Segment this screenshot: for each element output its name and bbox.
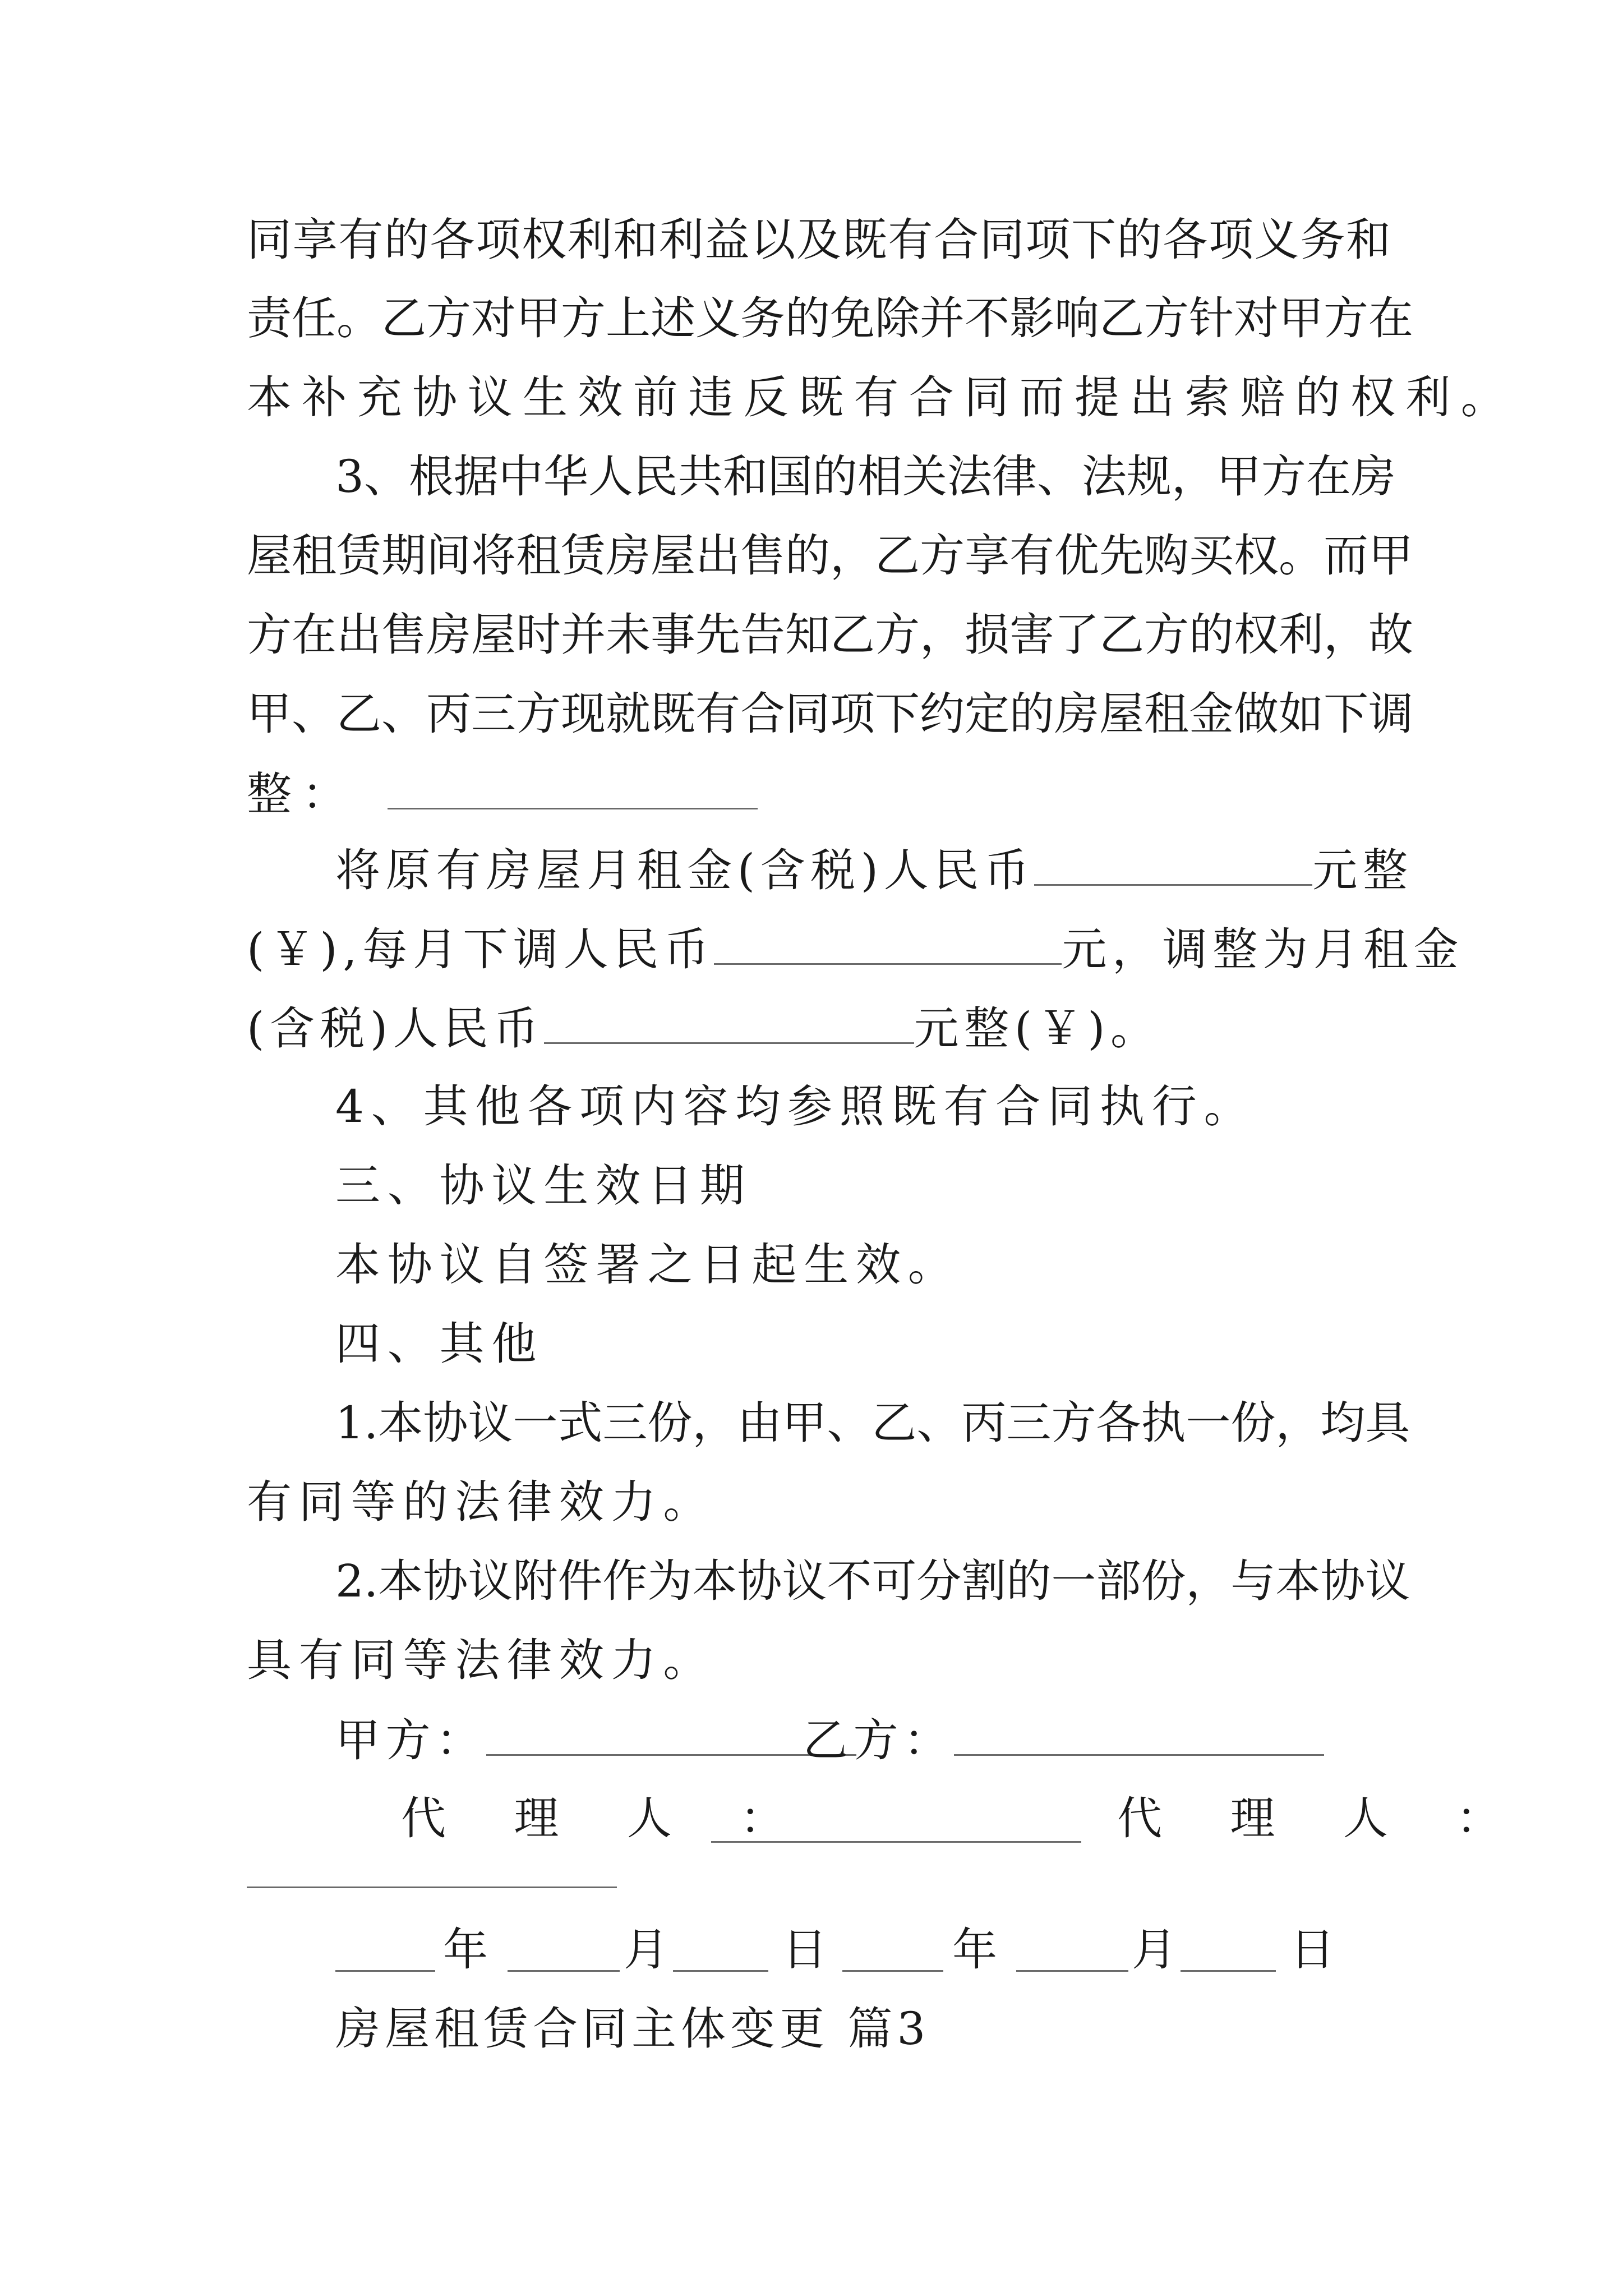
party-b-blank[interactable] [954, 1711, 1324, 1756]
paragraph-line: 方在出售房屋时并未事先告知乙方，损害了乙方的权利，故 [247, 609, 1413, 661]
party-a-blank[interactable] [486, 1711, 856, 1756]
party-b-signature [803, 1711, 1324, 1769]
original-rent-blank[interactable] [1034, 841, 1312, 886]
fill-in-blank[interactable] [388, 765, 758, 809]
paragraph-line: 2.本协议附件作为本协议不可分割的一部份，与本协议 [335, 1555, 1410, 1607]
agent-a-blank[interactable] [711, 1841, 1081, 1843]
rent-line [247, 1000, 1391, 1056]
date-month-blank[interactable] [1016, 1970, 1128, 1972]
party-a-label: 甲方： [335, 1714, 486, 1766]
paragraph-line: 具有同等法律效力。 [247, 1634, 716, 1686]
clause-3-line: 3、根据中华人民共和国的相关法律、法规，甲方在房 [335, 450, 1396, 503]
year-label: 年 [443, 1924, 488, 1976]
date-month-blank[interactable] [508, 1970, 620, 1972]
paragraph-line: 同享有的各项权利和利益以及既有合同项下的各项义务和 [247, 214, 1391, 266]
agent-b-label: 代 理 人 ： [1117, 1792, 1528, 1844]
year-label: 年 [952, 1924, 997, 1976]
party-a-signature [335, 1711, 856, 1769]
reduction-blank[interactable] [714, 921, 1062, 965]
paragraph-line: 1.本协议一式三份，由甲、乙、丙三方各执一份，均具 [335, 1397, 1410, 1449]
month-label: 月 [624, 1924, 668, 1976]
day-label: 日 [1290, 1924, 1335, 1976]
section-heading: 三、协议生效日期 [335, 1159, 752, 1212]
date-year-blank[interactable] [842, 1970, 943, 1972]
date-day-blank[interactable] [673, 1970, 768, 1972]
paragraph-line: 有同等的法律效力。 [247, 1476, 716, 1528]
clause-4-line: 4、其他各项内容均参照既有合同执行。 [335, 1080, 1256, 1133]
agent-a-label: 代 理 人 ： [401, 1792, 812, 1844]
next-section-title: 房屋租赁合同主体变更 篇3 [335, 2003, 930, 2055]
line-text: (￥),每月下调人民币 [247, 923, 714, 976]
line-text: 整： [247, 768, 357, 820]
line-text: 元整 [1312, 844, 1413, 896]
paragraph-line: 本补充协议生效前违反既有合同而提出索赔的权利。 [247, 371, 1516, 424]
paragraph-line: 甲、乙、丙三方现就既有合同项下约定的房屋租金做如下调 [247, 688, 1413, 740]
date-year-blank[interactable] [335, 1970, 435, 1972]
new-rent-blank[interactable] [544, 1000, 914, 1044]
paragraph-line: 本协议自签署之日起生效。 [335, 1239, 960, 1291]
agent-b-blank[interactable] [247, 1887, 617, 1888]
day-label: 日 [782, 1924, 827, 1976]
line-text: 将原有房屋月租金(含税)人民币 [335, 844, 1035, 896]
rent-line [335, 841, 1413, 898]
rent-line [247, 921, 1464, 977]
month-label: 月 [1132, 1924, 1177, 1976]
line-text: (含税)人民币 [247, 1002, 544, 1055]
party-b-label: 乙方： [803, 1714, 954, 1766]
line-text: 元，调整为月租金 [1062, 923, 1464, 976]
section-heading: 四、其他 [335, 1318, 544, 1370]
line-text: 元整(￥)。 [914, 1002, 1161, 1055]
paragraph-line: 责任。乙方对甲方上述义务的免除并不影响乙方针对甲方在 [247, 292, 1413, 344]
date-day-blank[interactable] [1181, 1970, 1276, 1972]
paragraph-line [247, 765, 1391, 821]
paragraph-line: 屋租赁期间将租赁房屋出售的，乙方享有优先购买权。而甲 [247, 530, 1413, 582]
